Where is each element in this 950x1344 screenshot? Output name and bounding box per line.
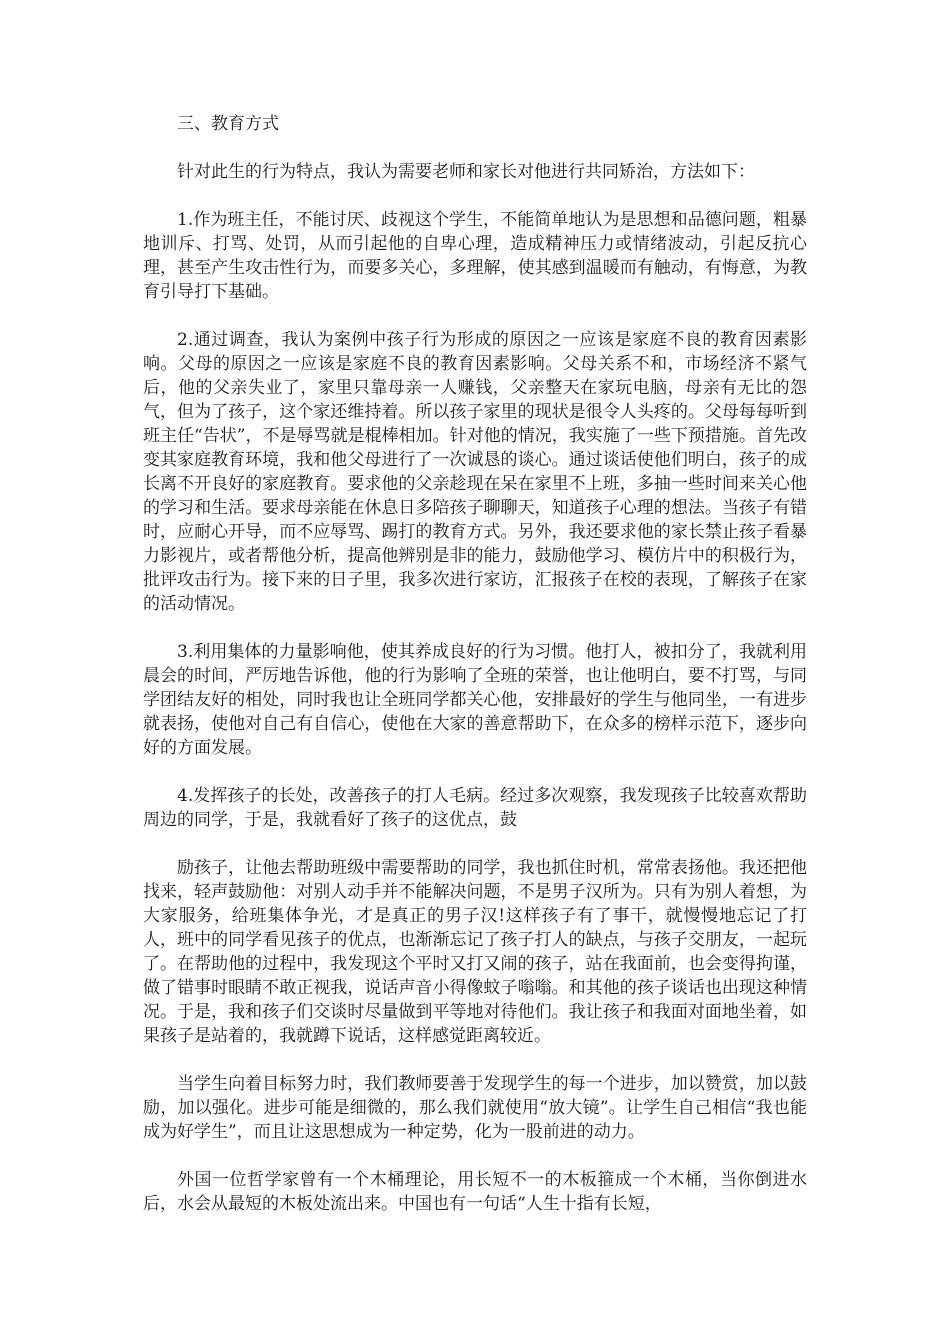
paragraph-method-1: 1.作为班主任，不能讨厌、歧视这个学生，不能简单地认为是思想和品德问题，粗暴地训斥、打骂、处罚，从而引起他的自卑心理，造成精神压力或情绪波动，引起反抗心理，甚至产生攻击性行为，而要多关心，多理解，使其感到温暖而有触动，有悔意，为教育引导打下基础。	[143, 210, 807, 302]
paragraph-method-4-continued: 励孩子，让他去帮助班级中需要帮助的同学，我也抓住时机，常常表扬他。我还把他找来，轻声鼓励他：对别人动手并不能解决问题，不是男子汉所为。只有为别人着想，为大家服务，给班集体争光，才是真正的男子汉!这样孩子有了事干，就慢慢地忘记了打人，班中的同学看见孩子的优点，也渐渐忘记了孩子打人的缺点，与孩子交朋友，一起玩了。在帮助他的过程中，我发现这个平时又打又闹的孩子，站在我面前，也会变得拘谨，做了错事时眼睛不敢正视我，说话声音小得像蚊子嗡嗡。和其他的孩子谈话也出现这种情况。于是，我和孩子们交谈时尽量做到平等地对待他们。我让孩子和我面对面地坐着，如果孩子是站着的，我就蹲下说话，这样感觉距离较近。	[143, 858, 807, 1046]
paragraph-method-2: 2.通过调查，我认为案例中孩子行为形成的原因之一应该是家庭不良的教育因素影响。父母的原因之一应该是家庭不良的教育因素影响。父母关系不和，市场经济不紧气后，他的父亲失业了，家里只靠母亲一人赚钱，父亲整天在家玩电脑，母亲有无比的怨气，但为了孩子，这个家还维持着。所以孩子家里的现状是很令人头疼的。父母每每听到班主任“告状”，不是辱骂就是棍棒相加。针对他的情况，我实施了一些下预措施。首先改变其家庭教育环境，我和他父母进行了一次诚恳的谈心。通过谈话使他们明白，孩子的成长离不开良好的家庭教育。要求他的父亲趁现在呆在家里不上班，多抽一些时间来关心他的学习和生活。要求母亲能在休息日多陪孩子聊聊天，知道孩子心理的想法。当孩子有错时，应耐心开导，而不应辱骂、踢打的教育方式。另外，我还要求他的家长禁止孩子看暴力影视片，或者帮他分析，提高他辨别是非的能力，鼓励他学习、模仿片中的积极行为，批评攻击行为。接下来的日子里，我多次进行家访，汇报孩子在校的表现，了解孩子在家的活动情况。	[143, 330, 807, 614]
paragraph-bucket-theory: 外国一位哲学家曾有一个木桶理论，用长短不一的木板箍成一个木桶，当你倒进水后，水会从最短的木板处流出来。中国也有一句话“人生十指有长短，	[143, 1170, 807, 1214]
paragraph-encouragement: 当学生向着目标努力时，我们教师要善于发现学生的每一个进步，加以赞赏，加以鼓励，加以强化。进步可能是细微的，那么我们就使用“放大镜”。让学生自己相信“我也能成为好学生”，而且让这思想成为一种定势，化为一股前进的动力。	[143, 1074, 807, 1142]
paragraph-method-4: 4.发挥孩子的长处，改善孩子的打人毛病。经过多次观察，我发现孩子比较喜欢帮助周边的同学，于是，我就看好了孩子的这优点，鼓	[143, 786, 807, 830]
section-heading: 三、教育方式	[177, 114, 279, 134]
document-body	[143, 112, 807, 1240]
paragraph-method-3: 3.利用集体的力量影响他，使其养成良好的行为习惯。他打人，被扣分了，我就利用晨会的时间，严厉地告诉他，他的行为影响了全班的荣誉，也让他明白，要不打骂，与同学团结友好的相处，同时我也让全班同学都关心他，安排最好的学生与他同坐，一有进步就表扬，使他对自己有自信心，使他在大家的善意帮助下，在众多的榜样示范下，逐步向好的方面发展。	[143, 642, 807, 758]
paragraph-intro: 针对此生的行为特点，我认为需要老师和家长对他进行共同矫治，方法如下：	[177, 162, 755, 182]
